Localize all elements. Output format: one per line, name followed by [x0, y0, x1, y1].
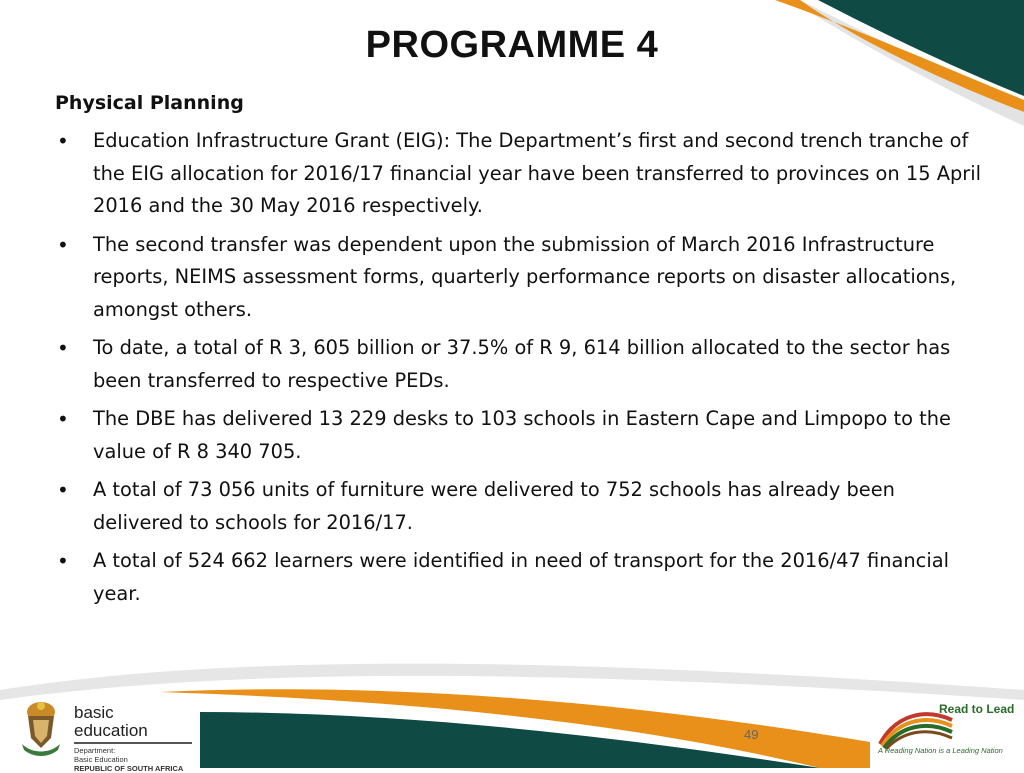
- bullet-text: A total of 73 056 units of furniture were delivered to 752 schools has already been delivered to schools for 2016/17.: [93, 478, 895, 534]
- bullet-text: To date, a total of R 3, 605 billion or 37.5% of R 9, 614 billion allocated to the sector has been transferred to respective PEDs.: [93, 336, 951, 392]
- bullet-icon: •: [57, 549, 69, 573]
- logo-name: basic education: [74, 703, 148, 740]
- basic-education-logo: [18, 696, 188, 773]
- bullet-text: The DBE has delivered 13 229 desks to 103 schools in Eastern Cape and Limpopo to the value of R 8 340 705.: [93, 407, 951, 463]
- coat-of-arms-icon: [18, 698, 64, 756]
- logo-line-3: REPUBLIC OF SOUTH AFRICA: [74, 764, 184, 773]
- bullet-text: A total of 524 662 learners were identified in need of transport for the 2016/47 financial year.: [93, 549, 949, 605]
- bullet-item: [55, 545, 985, 610]
- slide-title: PROGRAMME 4: [365, 24, 659, 66]
- bullet-item: [55, 474, 985, 539]
- bullet-icon: •: [57, 478, 69, 502]
- bullet-item: [55, 125, 985, 223]
- bullet-item: [55, 403, 985, 468]
- slide-content: [55, 92, 985, 616]
- read-to-lead-logo: [872, 698, 1022, 762]
- logo-divider: [74, 742, 192, 744]
- bullet-item: [55, 332, 985, 397]
- section-subtitle: Physical Planning: [55, 92, 244, 114]
- logo-line-2: Basic Education: [74, 755, 128, 764]
- logo-name: Read to Lead: [939, 702, 1015, 716]
- logo-text-block: [74, 704, 192, 773]
- bullet-icon: •: [57, 336, 69, 360]
- bottom-grey-swoosh: [0, 664, 1024, 700]
- bullet-text: Education Infrastructure Grant (EIG): The Department’s first and second trench tranche of the EIG allocation for 2016/17 financial year have been transferred to provinces on 15 April 2016 and the 30 May 2016 respectively.: [93, 129, 982, 217]
- logo-line-1: Department:: [74, 746, 116, 755]
- bullet-icon: •: [57, 232, 69, 257]
- logo-tagline: A Reading Nation is a Leading Nation: [878, 746, 1003, 755]
- bullet-icon: •: [57, 407, 69, 431]
- bullet-text: The second transfer was dependent upon the submission of March 2016 Infrastructure reports, NEIMS assessment forms, quarterly performance reports on disaster allocations, amongst others.: [93, 232, 957, 321]
- page-number: 49: [744, 727, 759, 742]
- bullet-list: [55, 125, 985, 610]
- bullet-item: [55, 229, 985, 327]
- bullet-icon: •: [57, 129, 69, 153]
